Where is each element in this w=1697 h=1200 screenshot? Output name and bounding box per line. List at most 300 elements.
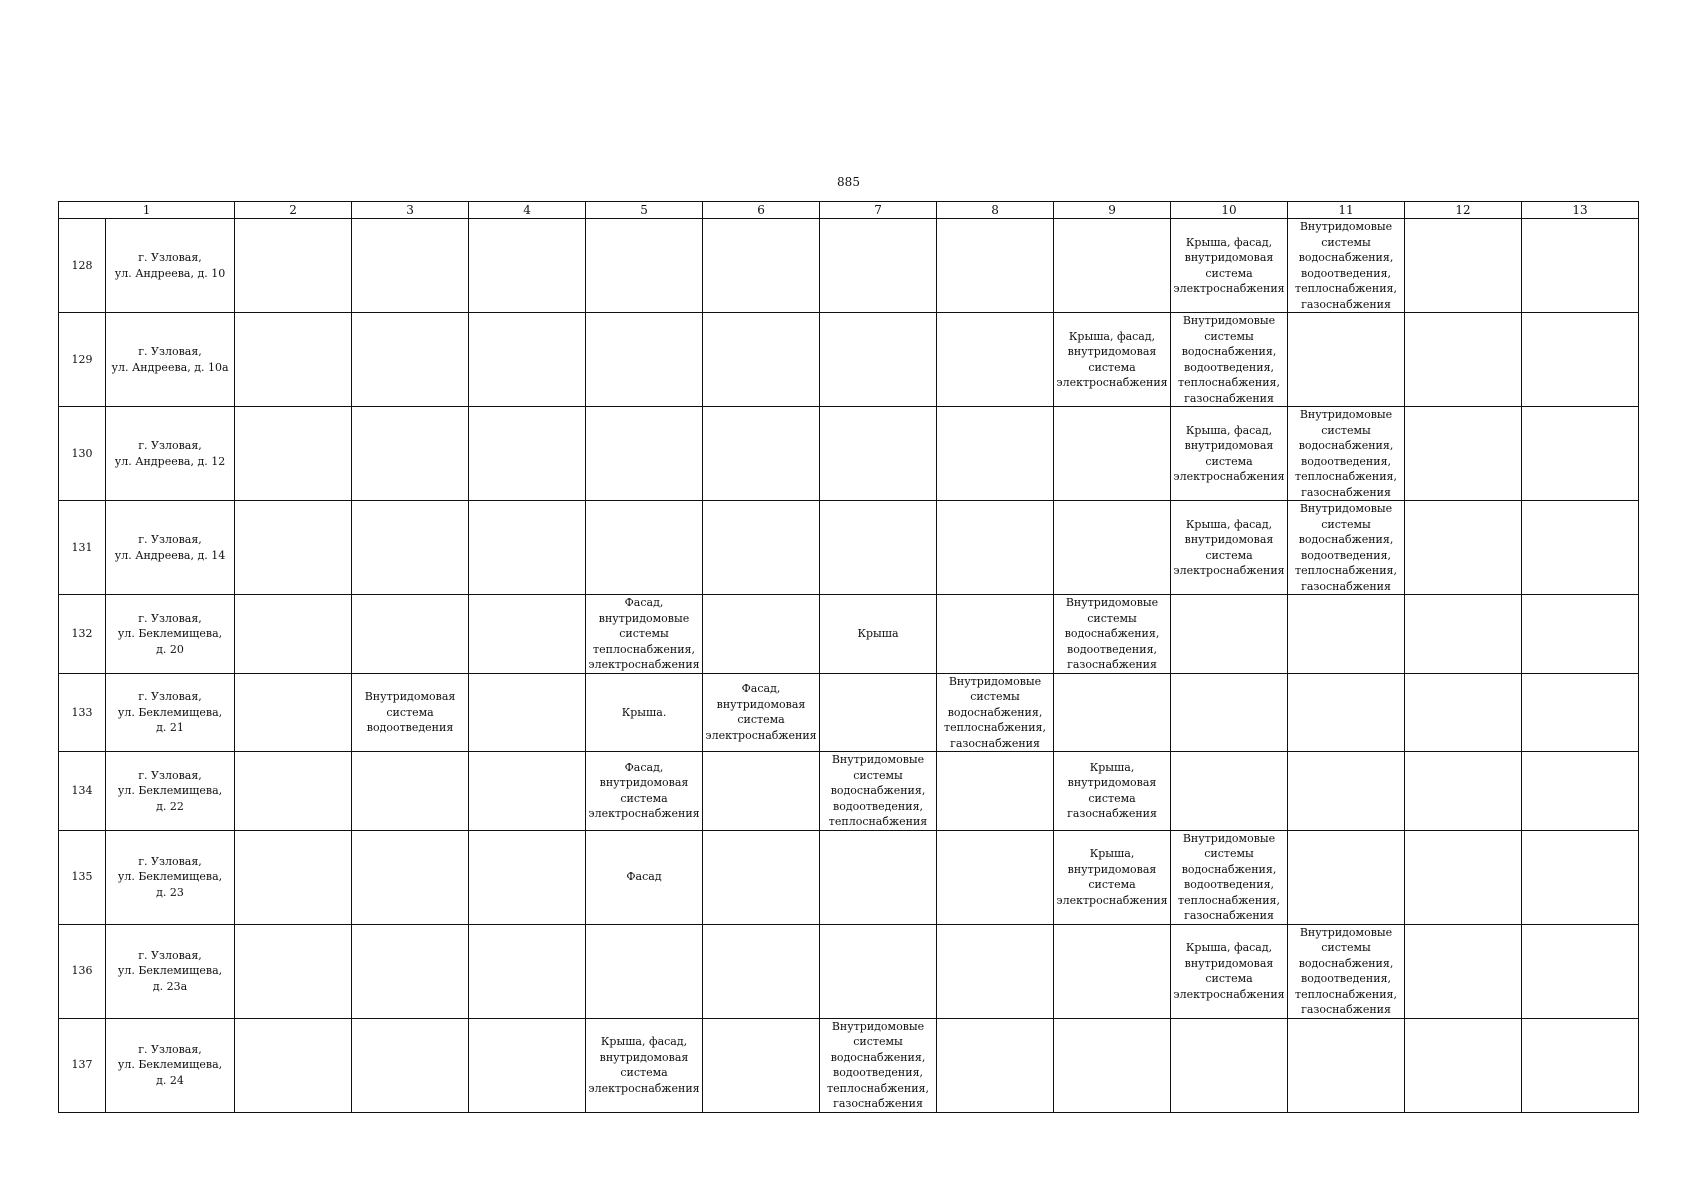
work-cell-col-10 [1171,313,1288,407]
address-line: ул. Беклемищева, [117,784,223,797]
work-cell-col-9 [1054,830,1171,924]
work-text-line: водоотведения, [1067,642,1158,656]
address-line: д. 20 [156,642,184,656]
work-text-line: Фасад [626,870,662,884]
table-row [59,313,1639,407]
work-cell-col-4 [469,407,586,501]
address-cell [106,924,235,1018]
work-text-line: внутридомовая [599,1050,689,1064]
work-cell-col-4 [469,924,586,1018]
work-text-line: теплоснабжения, [1295,470,1397,483]
work-text-line: внутридомовая [1067,776,1157,790]
work-cell-col-13 [1522,1018,1639,1112]
work-text-line: Крыша, фасад, [600,1035,688,1048]
page-number: 885 [837,175,860,189]
work-cell-col-5 [586,752,703,831]
work-text-line: газоснабжения [833,1097,923,1110]
row-number: 131 [59,501,106,595]
work-text-line: водоотведения, [1301,454,1392,468]
work-text-line: системы [1087,611,1137,625]
work-text-line: водоотведения, [1301,548,1392,562]
address-line: ул. Андреева, д. 12 [114,454,226,468]
work-cell-col-10 [1171,830,1288,924]
work-text-line: водоснабжения, [830,784,926,797]
row-number: 136 [59,924,106,1018]
work-text-line: газоснабжения [950,736,1040,750]
work-text-line: водоснабжения, [947,705,1043,719]
address-line: д. 21 [156,721,184,734]
work-cell-col-13 [1522,673,1639,752]
work-cell-col-2 [235,752,352,831]
work-cell-col-13 [1522,407,1639,501]
work-cell-col-10 [1171,752,1288,831]
address-cell [106,673,235,752]
work-text-line: Крыша, фасад, [1068,329,1156,343]
work-text-line: Внутридомовые [948,674,1042,688]
work-text-line: Внутридомовые [1182,314,1276,327]
address-line: г. Узловая, [138,439,202,452]
work-cell-col-5 [586,595,703,674]
work-cell-col-5 [586,219,703,313]
table-row [59,407,1639,501]
work-text-line: внутридомовая [1184,439,1274,452]
work-text-line: Фасад, [624,596,664,609]
address-cell [106,407,235,501]
address-line: д. 23а [152,979,188,993]
work-cell-col-13 [1522,752,1639,831]
row-number: 137 [59,1018,106,1112]
column-header: 4 [469,202,586,219]
work-text-line: Крыша, [1089,760,1135,774]
work-cell-col-4 [469,219,586,313]
work-cell-col-10 [1171,1018,1288,1112]
work-cell-col-9 [1054,595,1171,674]
work-cell-col-13 [1522,501,1639,595]
work-cell-col-7 [820,407,937,501]
work-cell-col-11 [1288,752,1405,831]
work-text-line: электроснабжения [1173,470,1285,483]
work-cell-col-6 [703,219,820,313]
address-line: ул. Беклемищева, [117,870,223,884]
table-row [59,752,1639,831]
work-text-line: теплоснабжения, [593,642,695,656]
work-text-line: системы [853,1035,903,1048]
work-cell-col-5 [586,924,703,1018]
work-text-line: Внутридомовые [1299,408,1393,421]
work-cell-col-12 [1405,501,1522,595]
work-text-line: внутридомовая [1067,862,1157,876]
address-line: г. Узловая, [138,768,202,782]
work-cell-col-11 [1288,1018,1405,1112]
address-cell [106,219,235,313]
work-cell-col-7 [820,219,937,313]
work-cell-col-9 [1054,1018,1171,1112]
work-text-line: теплоснабжения [828,815,928,828]
address-line: д. 24 [156,1073,184,1087]
work-text-line: водоотведения, [1301,266,1392,280]
work-text-line: газоснабжения [1301,297,1391,311]
work-cell-col-7 [820,673,937,752]
work-text-line: Крыша, [1089,847,1135,860]
work-cell-col-7 [820,313,937,407]
column-header: 3 [352,202,469,219]
column-header: 1 [59,202,235,219]
work-cell-col-2 [235,501,352,595]
work-text-line: электроснабжения [1173,282,1285,295]
work-text-line: Крыша. [621,705,667,719]
work-cell-col-13 [1522,219,1639,313]
work-text-line: Крыша, фасад, [1185,423,1273,437]
work-text-line: электроснабжения [1173,987,1285,1001]
work-text-line: водоснабжения, [830,1050,926,1064]
work-cell-col-6 [703,407,820,501]
work-text-line: электроснабжения [705,728,817,742]
work-cell-col-3 [352,924,469,1018]
work-text-line: система [1205,454,1253,468]
table-row [59,673,1639,752]
work-cell-col-3 [352,219,469,313]
row-number: 132 [59,595,106,674]
work-cell-col-8 [937,1018,1054,1112]
work-cell-col-4 [469,752,586,831]
work-text-line: внутридомовая [1184,956,1274,970]
work-cell-col-8 [937,752,1054,831]
work-text-line: Внутридомовые [1299,925,1393,939]
column-header: 7 [820,202,937,219]
table-row [59,501,1639,595]
work-cell-col-11 [1288,407,1405,501]
table-row [59,595,1639,674]
work-text-line: системы [1321,235,1371,249]
column-header-row [59,202,1639,219]
work-text-line: системы [1321,423,1371,437]
work-cell-col-10 [1171,673,1288,752]
work-cell-col-4 [469,830,586,924]
row-number: 133 [59,673,106,752]
work-cell-col-7 [820,924,937,1018]
work-cell-col-2 [235,1018,352,1112]
work-text-line: водоснабжения, [1181,345,1277,358]
address-line: г. Узловая, [138,251,202,264]
work-text-line: внутридомовая [1067,345,1157,358]
address-cell [106,595,235,674]
work-text-line: водоотведения [366,721,454,734]
work-text-line: система [1205,972,1253,985]
repair-schedule-table [58,201,1639,1113]
work-text-line: электроснабжения [1056,893,1168,907]
address-line: ул. Андреева, д. 10 [114,266,226,280]
column-header: 12 [1405,202,1522,219]
work-cell-col-8 [937,595,1054,674]
work-cell-col-8 [937,924,1054,1018]
work-cell-col-8 [937,830,1054,924]
work-cell-col-8 [937,313,1054,407]
column-header: 8 [937,202,1054,219]
table-row [59,1018,1639,1112]
work-cell-col-5 [586,1018,703,1112]
work-cell-col-12 [1405,219,1522,313]
work-text-line: системы [1321,941,1371,954]
column-header: 11 [1288,202,1405,219]
work-cell-col-11 [1288,219,1405,313]
row-number: 130 [59,407,106,501]
address-line: ул. Андреева, д. 14 [114,548,226,562]
work-cell-col-7 [820,752,937,831]
work-text-line: внутридомовая [1184,533,1274,546]
work-cell-col-6 [703,924,820,1018]
work-cell-col-13 [1522,595,1639,674]
work-text-line: водоотведения, [833,1066,924,1079]
work-text-line: газоснабжения [1301,485,1391,499]
work-cell-col-2 [235,595,352,674]
work-text-line: водоснабжения, [1298,439,1394,452]
address-cell [106,1018,235,1112]
work-text-line: газоснабжения [1301,579,1391,593]
work-text-line: электроснабжения [1056,376,1168,389]
work-text-line: водоснабжения, [1298,956,1394,970]
work-text-line: Крыша, фасад, [1185,941,1273,954]
column-header: 6 [703,202,820,219]
row-number: 134 [59,752,106,831]
row-number: 135 [59,830,106,924]
address-line: г. Узловая, [138,948,202,962]
work-text-line: система [737,713,785,727]
work-cell-col-9 [1054,752,1171,831]
work-cell-col-5 [586,407,703,501]
work-cell-col-8 [937,219,1054,313]
address-cell [106,830,235,924]
table-row [59,219,1639,313]
work-cell-col-6 [703,1018,820,1112]
address-line: г. Узловая, [138,690,202,703]
work-cell-col-6 [703,673,820,752]
work-text-line: система [1088,878,1136,891]
work-text-line: газоснабжения [1184,909,1274,922]
work-text-line: электроснабжения [588,1081,700,1095]
work-text-line: внутридомовая [716,697,806,711]
work-cell-col-7 [820,1018,937,1112]
work-cell-col-13 [1522,313,1639,407]
work-text-line: теплоснабжения, [1295,987,1397,1001]
work-cell-col-10 [1171,501,1288,595]
work-cell-col-12 [1405,830,1522,924]
work-text-line: Крыша, фасад, [1185,517,1273,531]
work-text-line: водоснабжения, [1298,533,1394,546]
address-line: ул. Андреева, д. 10а [111,360,229,374]
work-cell-col-3 [352,313,469,407]
work-text-line: водоснабжения, [1298,251,1394,264]
work-cell-col-11 [1288,673,1405,752]
work-cell-col-4 [469,673,586,752]
work-cell-col-3 [352,501,469,595]
column-header: 13 [1522,202,1639,219]
work-cell-col-11 [1288,595,1405,674]
work-cell-col-6 [703,595,820,674]
work-cell-col-9 [1054,407,1171,501]
work-text-line: газоснабжения [1301,1003,1391,1016]
work-cell-col-5 [586,313,703,407]
row-number: 128 [59,219,106,313]
work-text-line: водоснабжения, [1064,627,1160,640]
address-line: г. Узловая, [138,533,202,546]
address-line: г. Узловая, [138,1042,202,1056]
work-cell-col-5 [586,501,703,595]
row-number: 129 [59,313,106,407]
work-text-line: водоотведения, [833,799,924,813]
work-text-line: система [1205,266,1253,280]
work-text-line: системы [619,627,669,640]
column-header: 2 [235,202,352,219]
work-cell-col-2 [235,313,352,407]
table-row [59,924,1639,1018]
work-cell-col-5 [586,830,703,924]
work-text-line: Фасад, [741,682,781,696]
work-cell-col-2 [235,830,352,924]
work-text-line: водоотведения, [1301,972,1392,985]
work-cell-col-8 [937,407,1054,501]
work-cell-col-10 [1171,407,1288,501]
work-text-line: электроснабжения [1173,564,1285,577]
work-text-line: теплоснабжения, [1295,564,1397,577]
work-text-line: Крыша [857,627,899,640]
work-cell-col-12 [1405,752,1522,831]
work-text-line: электроснабжения [588,658,700,671]
work-cell-col-4 [469,313,586,407]
work-cell-col-7 [820,501,937,595]
work-text-line: Внутридомовые [831,753,925,766]
work-text-line: системы [1204,847,1254,860]
address-cell [106,501,235,595]
work-cell-col-6 [703,501,820,595]
work-cell-col-9 [1054,219,1171,313]
work-cell-col-12 [1405,407,1522,501]
work-cell-col-11 [1288,830,1405,924]
column-header: 5 [586,202,703,219]
work-cell-col-9 [1054,501,1171,595]
work-text-line: водоотведения, [1184,878,1275,891]
work-cell-col-11 [1288,924,1405,1018]
work-text-line: Внутридомовые [1299,502,1393,515]
address-line: г. Узловая, [138,611,202,625]
work-text-line: газоснабжения [1067,807,1157,821]
work-text-line: внутридомовая [1184,251,1274,264]
work-cell-col-9 [1054,924,1171,1018]
work-cell-col-7 [820,595,937,674]
work-cell-col-3 [352,830,469,924]
work-cell-col-13 [1522,830,1639,924]
work-cell-col-3 [352,673,469,752]
work-text-line: теплоснабжения, [1178,893,1280,907]
work-text-line: водоотведения, [1184,360,1275,374]
work-text-line: Фасад, [624,760,664,774]
work-text-line: теплоснабжения, [944,721,1046,734]
work-cell-col-3 [352,752,469,831]
address-line: ул. Беклемищева, [117,627,223,640]
work-text-line: система [620,1066,668,1079]
address-line: д. 22 [156,799,184,813]
work-cell-col-11 [1288,313,1405,407]
work-text-line: системы [970,690,1020,703]
work-cell-col-6 [703,830,820,924]
work-text-line: Крыша, фасад, [1185,235,1273,249]
work-text-line: теплоснабжения, [827,1081,929,1095]
work-cell-col-7 [820,830,937,924]
work-text-line: системы [853,768,903,782]
work-text-line: теплоснабжения, [1295,282,1397,295]
work-text-line: система [1088,791,1136,805]
work-cell-col-12 [1405,673,1522,752]
address-cell [106,752,235,831]
work-cell-col-3 [352,407,469,501]
work-cell-col-2 [235,219,352,313]
address-line: ул. Беклемищева, [117,1058,223,1072]
work-text-line: Внутридомовые [1299,220,1393,233]
work-text-line: водоснабжения, [1181,862,1277,876]
address-line: г. Узловая, [138,345,202,358]
work-cell-col-2 [235,924,352,1018]
address-line: ул. Беклемищева, [117,705,223,719]
address-line: ул. Беклемищева, [117,964,223,978]
work-text-line: Внутридомовые [1182,831,1276,845]
table-row [59,830,1639,924]
work-text-line: система [1205,548,1253,562]
work-text-line: газоснабжения [1184,391,1274,405]
work-text-line: системы [1321,517,1371,531]
work-text-line: внутридомовые [598,611,690,625]
work-cell-col-3 [352,595,469,674]
work-cell-col-4 [469,501,586,595]
work-text-line: Внутридомовые [831,1019,925,1033]
work-cell-col-10 [1171,595,1288,674]
work-text-line: внутридомовая [599,776,689,790]
work-cell-col-5 [586,673,703,752]
work-cell-col-12 [1405,924,1522,1018]
work-text-line: газоснабжения [1067,658,1157,671]
work-cell-col-2 [235,673,352,752]
work-text-line: система [620,791,668,805]
column-header: 9 [1054,202,1171,219]
work-text-line: системы [1204,329,1254,343]
address-cell [106,313,235,407]
work-cell-col-3 [352,1018,469,1112]
work-cell-col-10 [1171,219,1288,313]
column-header: 10 [1171,202,1288,219]
work-text-line: теплоснабжения, [1178,376,1280,389]
work-cell-col-10 [1171,924,1288,1018]
work-cell-col-12 [1405,1018,1522,1112]
work-cell-col-4 [469,595,586,674]
work-text-line: Внутридомовые [1065,596,1159,609]
work-cell-col-8 [937,673,1054,752]
work-cell-col-2 [235,407,352,501]
work-cell-col-12 [1405,595,1522,674]
work-cell-col-9 [1054,313,1171,407]
address-line: д. 23 [156,885,184,899]
work-text-line: Внутридомовая [364,690,456,703]
work-cell-col-8 [937,501,1054,595]
work-cell-col-13 [1522,924,1639,1018]
work-cell-col-6 [703,313,820,407]
work-text-line: электроснабжения [588,807,700,821]
address-line: г. Узловая, [138,854,202,868]
work-text-line: система [386,705,434,719]
table-body [59,202,1639,1113]
work-text-line: система [1088,360,1136,374]
work-cell-col-12 [1405,313,1522,407]
work-cell-col-4 [469,1018,586,1112]
work-cell-col-9 [1054,673,1171,752]
work-cell-col-11 [1288,501,1405,595]
